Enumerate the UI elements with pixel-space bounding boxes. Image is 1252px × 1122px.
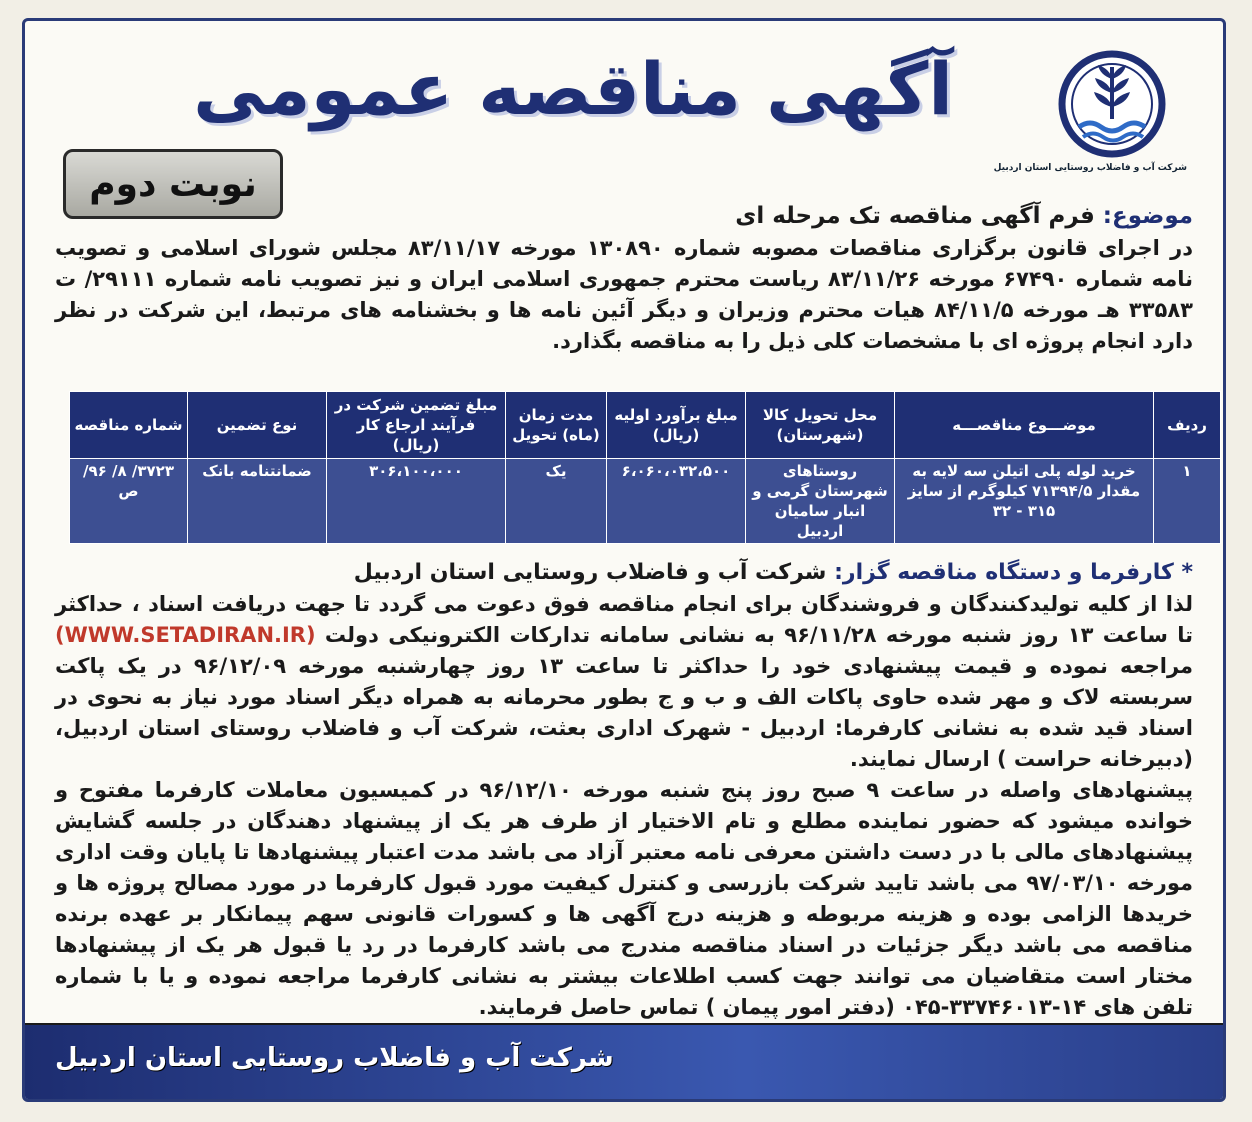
col-location-header: محل تحویل کالا (شهرستان) xyxy=(746,392,895,459)
cell-guarantee-type: ضمانتنامه بانک xyxy=(188,459,327,544)
logo-caption: شرکت آب و فاضلاب روستایی استان اردبیل xyxy=(993,163,1187,173)
submission-text: مراجعه نموده و قیمت پیشنهادی خود را حداکثر تا ساعت ۱۳ روز چهارشنبه مورخه ۹۶/۱۲/۰۹ در یک پاکت سربسته لاک و مهر شده حاوی پاکات الف و ب و ج بطور محرمانه به همراه دیگر اسناد مورد نیاز به نحوی در اسناد قید شده به نشانی کارفرما: اردبیل - شهرک اداری بعثت، شرکت آب و فاضلاب روستای استان اردبیل، (دبیرخانه حراست ) ارسال نمایند. xyxy=(55,654,1194,771)
col-tender-no-header: شماره مناقصه xyxy=(70,392,188,459)
cell-row: ۱ xyxy=(1154,459,1221,544)
employer-line xyxy=(55,557,1193,588)
tender-notice xyxy=(22,18,1226,1102)
footer-company-name: شرکت آب و فاضلاب روستایی استان اردبیل xyxy=(55,1043,614,1073)
cell-duration: یک xyxy=(506,459,607,544)
col-estimate-header: مبلغ برآورد اولیه (ریال) xyxy=(607,392,746,459)
subject-text: فرم آگهی مناقصه تک مرحله ای xyxy=(735,203,1095,229)
company-logo xyxy=(993,49,1187,189)
employer-label: * کارفرما و دستگاه مناقصه گزار: xyxy=(834,560,1193,585)
invitation-text: لذا از کلیه تولیدکنندگان و فروشندگان برای انجام مناقصه فوق دعوت می گردد تا جهت دریافت اسناد ، حداکثر تا ساعت ۱۳ روز شنبه مورخه ۹۶/۱۱/۲۸ به نشانی سامانه تدارکات الکترونیکی دولت xyxy=(55,592,1193,647)
opening-terms-text: پیشنهادهای واصله در ساعت ۹ صبح روز پنج شنبه مورخه ۹۶/۱۲/۱۰ در کمیسیون معاملات کارفرما مفتوح و خوانده میشود که حضور نماینده مطلع و تام الاختیار از طرف هر یک از پیشنهاد دهندگان در جلسه گشایش پیشنهادهای مالی با در دست داشتن معرفی نامه معتبر آزاد می باشد مدت اعتبار پیشنهادها تا پایان وقت اداری مورخه ۹۷/۰۳/۱۰ می باشد تایید شرکت بازرسی و کنترل کیفیت مورد قبول کارفرما در مورد مصالح پروژه ها و خریدها الزامی بوده و هزینه مربوطه و هزینه درج آگهی ها و کسورات قانونی سهم پیمانکار بر عهده برنده مناقصه می باشد دیگر جزئیات در اسناد مناقصه مندرج می باشد کارفرما در رد یا قبول هر یک از پیشنهادها مختار است متقاضیان می توانند جهت کسب اطلاعات بیشتر به نشانی کارفرما مراجعه نموده و یا با شماره تلفن های ۱۴-۳۳۷۴۶۰۱۳-۰۴۵ (دفتر امور پیمان ) تماس حاصل فرمایند. xyxy=(55,778,1193,1019)
cell-tender-no: ۳۷۲۳/ ۸/ ۹۶/ص xyxy=(70,459,188,544)
water-wheat-emblem-icon xyxy=(1057,49,1167,159)
cell-subject: خرید لوله پلی اتیلن سه لایه به مقدار ۷۱۳۹۴/۵ کیلوگرم از سایز ۳۱۵ - ۳۲ xyxy=(895,459,1154,544)
cell-guarantee-amount: ۳۰۶،۱۰۰،۰۰۰ xyxy=(327,459,506,544)
cell-location: روستاهای شهرستان گرمی و انبار سامیان اردبیل xyxy=(746,459,895,544)
col-subject-header: موضـــوع مناقصـــه xyxy=(895,392,1154,459)
footer-banner xyxy=(25,1023,1223,1099)
col-duration-header: مدت زمان (ماه) تحویل xyxy=(506,392,607,459)
tender-table xyxy=(69,391,1221,544)
subject-label: موضوع: xyxy=(1102,203,1193,229)
setadiran-link[interactable]: (WWW.SETADIRAN.IR) xyxy=(55,623,316,647)
round-badge: نوبت دوم xyxy=(63,149,283,219)
table-header-row xyxy=(70,392,1221,459)
notice-title: آگهی مناقصه عمومی xyxy=(193,47,953,131)
col-row-header: ردیف xyxy=(1154,392,1221,459)
table-row xyxy=(70,459,1221,544)
notice-header xyxy=(25,21,1223,205)
cell-estimate: ۶،۰۶۰،۰۳۲،۵۰۰ xyxy=(607,459,746,544)
main-paragraph xyxy=(55,589,1193,1023)
subject-line xyxy=(55,201,1193,232)
col-guarantee-amount-header: مبلغ تضمین شرکت در فرآیند ارجاع کار (ریال) xyxy=(327,392,506,459)
intro-paragraph: در اجرای قانون برگزاری مناقصات مصوبه شماره ۱۳۰۸۹۰ مورخه ۸۳/۱۱/۱۷ مجلس شورای اسلامی و تصویب نامه شماره ۶۷۴۹۰ مورخه ۸۳/۱۱/۲۶ ریاست محترم جمهوری اسلامی ایران و نیز تصویب نامه شماره ۲۹۱۱۱/ ت ۳۳۵۸۳ هـ مورخه ۸۴/۱۱/۵ هیات محترم وزیران و دیگر آئین نامه ها و بخشنامه های مرتبط، این شرکت در نظر دارد انجام پروژه ای با مشخصات کلی ذیل را به مناقصه بگذارد. xyxy=(55,236,1194,353)
employer-name: شرکت آب و فاضلاب روستایی استان اردبیل xyxy=(353,560,827,585)
col-guarantee-type-header: نوع تضمین xyxy=(188,392,327,459)
